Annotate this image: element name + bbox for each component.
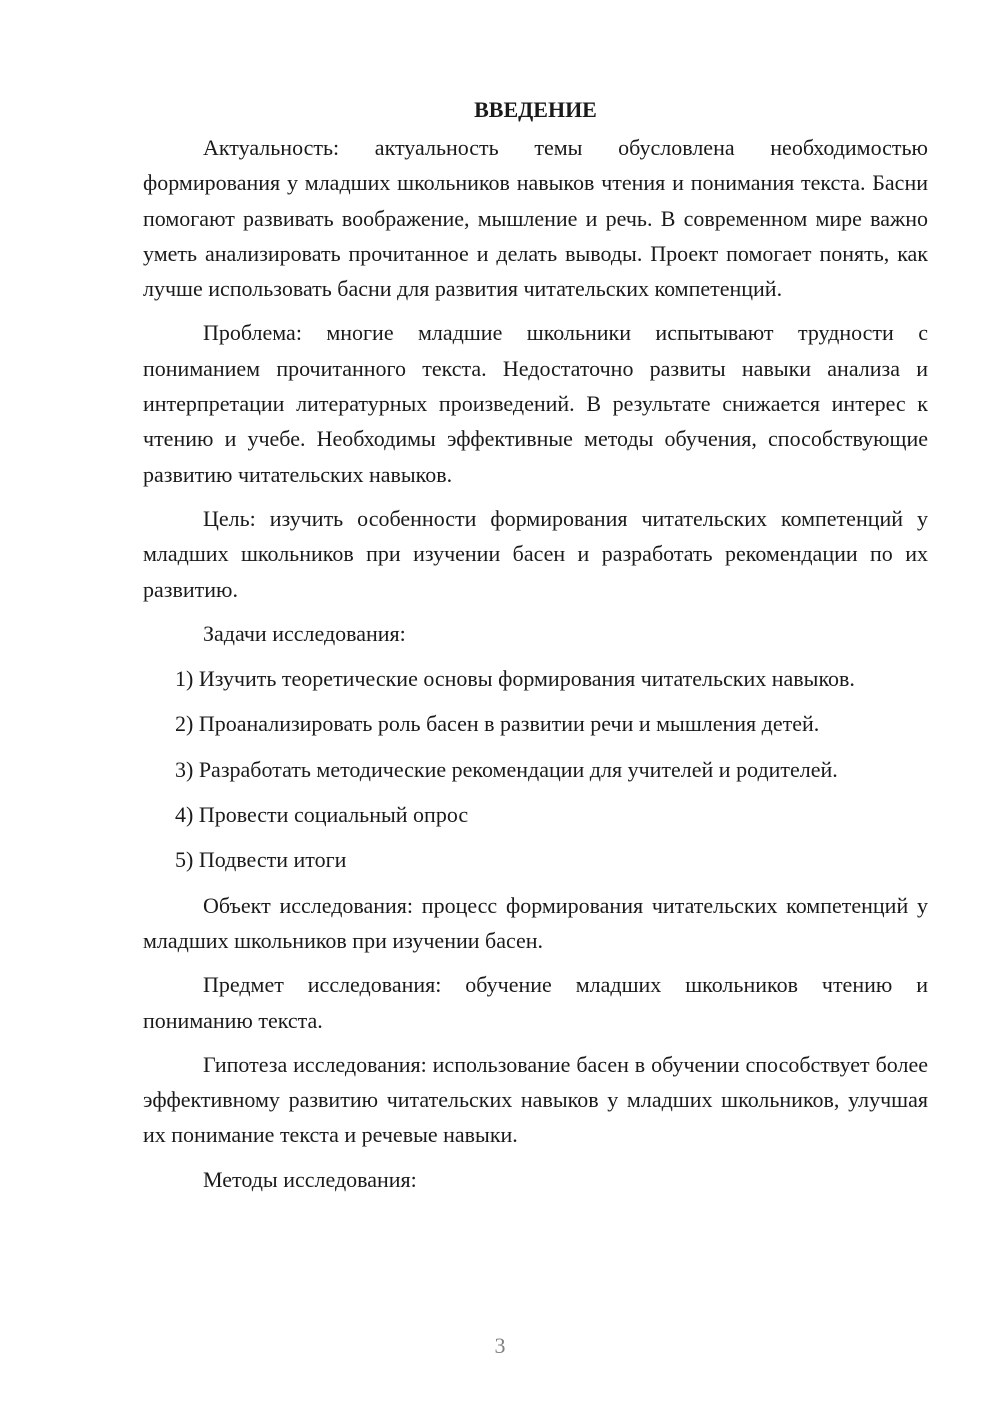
task-item-1: 1) Изучить теоретические основы формирования читательских навыков. bbox=[175, 666, 855, 692]
paragraph-relevance: Актуальность: актуальность темы обусловлена необходимостью формирования у младших школьников навыков чтения и понимания текста. Басни помогают развивать воображение, мышление и речь. В современном мире важно уметь анализировать прочитанное и делать выводы. Проект помогает понять, как лучше использовать басни для развития читательских компетенций. bbox=[143, 135, 928, 302]
task-item-2: 2) Проанализировать роль басен в развитии речи и мышления детей. bbox=[175, 711, 820, 737]
paragraph-subject: Предмет исследования: обучение младших школьников чтению и пониманию текста. bbox=[143, 972, 928, 1033]
task-item-5: 5) Подвести итоги bbox=[175, 847, 347, 873]
paragraph-hypothesis: Гипотеза исследования: использование басен в обучении способствует более эффективному развитию читательских навыков у младших школьников, улучшая их понимание текста и речевые навыки. bbox=[143, 1051, 928, 1148]
paragraph-object: Объект исследования: процесс формирования читательских компетенций у младших школьников при изучении басен. bbox=[143, 892, 928, 953]
tasks-heading: Задачи исследования: bbox=[203, 620, 406, 646]
paragraph-problem: Проблема: многие младшие школьники испытывают трудности с пониманием прочитанного текста. Недостаточно развиты навыки анализа и интерпретации литературных произведений. В результате снижается интерес к чтению и учебе. Необходимы эффективные методы обучения, способствующие развитию читательских навыков. bbox=[143, 320, 928, 487]
paragraph-goal: Цель: изучить особенности формирования читательских компетенций у младших школьников при изучении басен и разработать рекомендации по их развитию. bbox=[143, 505, 928, 602]
section-title: ВВЕДЕНИЕ bbox=[474, 97, 597, 122]
task-item-3: 3) Разработать методические рекомендации для учителей и родителей. bbox=[175, 756, 838, 782]
task-item-4: 4) Провести социальный опрос bbox=[175, 802, 469, 828]
document-page bbox=[143, 92, 928, 1207]
page-number: 3 bbox=[494, 1333, 506, 1358]
methods-heading: Методы исследования: bbox=[203, 1166, 417, 1192]
